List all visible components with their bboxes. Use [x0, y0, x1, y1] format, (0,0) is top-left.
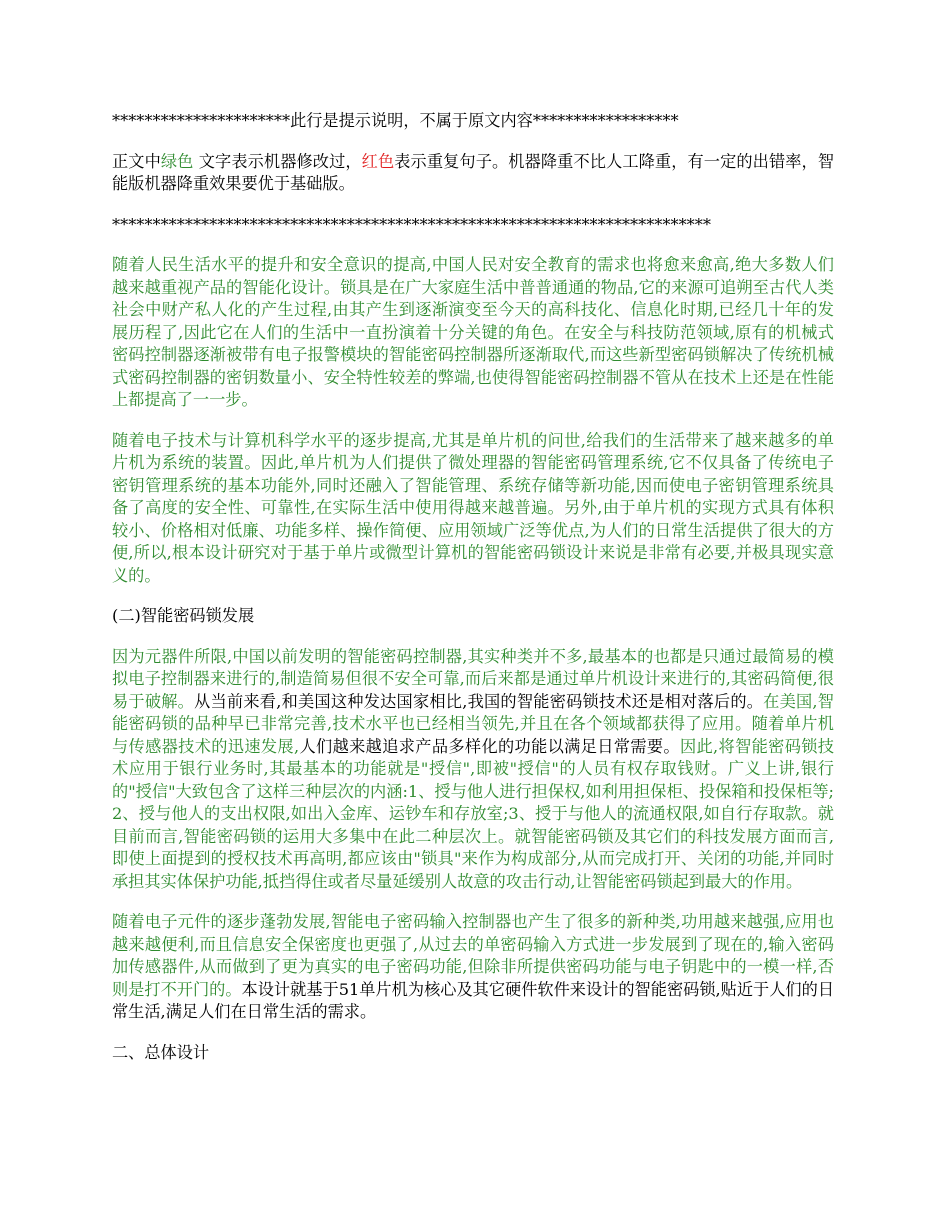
paragraph-3-modified-a: 因为元器件所限,中国以前发明的智能密码控制器,其实种类并不多,最基本的也都是只通过最简易的模拟电子控制器来进行的,制造简易但很不安全可靠,而后来都是通过单片机设计来进行的,其密码简便,很易于破解。 — [112, 646, 834, 711]
legend-green-word: 绿色 — [160, 151, 194, 171]
legend-part-1: 正文中 — [112, 151, 161, 171]
notice-line — [112, 110, 834, 133]
document-page — [112, 110, 834, 1082]
notice-prefix: ********************** — [112, 111, 291, 130]
paragraph-4-original: 本设计就基于51单片机为核心及其它硬件软件来设计的智能密码锁,贴近于人们的日常生活,满足人们在日常生活的需求。 — [112, 979, 835, 1021]
paragraph-3-modified-c: 因此,将智能密码锁技术应用于银行业务时,其最基本的功能就是"授信",即被"授信"的人员有权存取钱财。广义上讲,银行的"授信"大致包含了这样三种层次的内涵:1、授与他人进行担保权,如利用担保柜、投保箱和投保柜等;2、授与他人的支出权限,如出入金库、运钞车和存放室;3、授于与他人的流通权限,如自行存取款。就目前而言,智能密码锁的运用大多集中在此二种层次上。就智能密码锁及其它们的科技发展方面而言,即使上面提到的授权技术再高明,都应该由"锁具"来作为构成部分,从而完成打开、关闭的功能,并同时承担其实体保护功能,抵挡得住或者尽量延缓别人故意的攻击行动,让智能密码锁起到最大的作用。 — [112, 736, 834, 891]
paragraph-3 — [112, 646, 834, 894]
paragraph-3-modified-b: 在美国,智能密码锁的品种早已非常完善,技术水平也已经相当领先,并且在各个领域都获得了应用。随着单片机与传感器技术的迅速发展, — [112, 691, 834, 756]
legend-part-2: 文字表示机器修改过， — [193, 151, 362, 171]
legend-part-3: 表示重复句子。机器降重不比人工降重，有一定的出错率，智能版机器降重效果要优于基础版。 — [112, 151, 835, 193]
paragraph-1 — [112, 254, 834, 412]
paragraph-4-modified: 随着电子元件的逐步蓬勃发展,智能电子密码输入控制器也产生了很多的新种类,功用越来越强,应用也越来越便利,而且信息安全保密度也更强了,从过去的单密码输入方式进一步发展到了现在的,输入密码加传感器件,从而做到了更为真实的电子密码功能,但除非所提供密码功能与电子钥匙中的一模一样,否则是打不开门的。 — [112, 912, 834, 999]
legend-red-word: 红色 — [361, 151, 395, 171]
notice-suffix: ****************** — [532, 111, 679, 130]
paragraph-3-original-a: 从当前来看,和美国这种发达国家相比,我国的智能密码锁技术还是相对落后的。 — [194, 691, 764, 711]
paragraph-4 — [112, 911, 834, 1024]
notice-divider: ************************************************************************** — [112, 214, 711, 234]
section-heading-development: (二)智能密码锁发展 — [112, 606, 255, 625]
notice-text: 此行是提示说明，不属于原文内容 — [290, 111, 533, 130]
paragraph-2-modified: 随着电子技术与计算机科学水平的逐步提高,尤其是单片机的问世,给我们的生活带来了越来越多的单片机为系统的装置。因此,单片机为人们提供了微处理器的智能密码管理系统,它不仅具备了传统电子密钥管理系统的基本功能外,同时还融入了智能管理、系统存储等新功能,因而使电子密钥管理系统具备了高度的安全性、可靠性,在实际生活中使用得越来越普遍。另外,由于单片机的实现方式具有体积较小、价格相对低廉、功能多样、操作简便、应用领域广泛等优点,为人们的日常生活提供了很大的方便,所以,根本设计研究对于基于单片或微型计算机的智能密码锁设计来说是非常有必要,并极具现实意义的。 — [112, 430, 834, 585]
section-heading-overall-design: 二、总体设计 — [112, 1042, 210, 1062]
paragraph-2 — [112, 430, 834, 588]
notice-legend — [112, 151, 834, 196]
paragraph-1-modified: 随着人民生活水平的提升和安全意识的提高,中国人民对安全教育的需求也将愈来愈高,绝大多数人们越来越重视产品的智能化设计。锁具是在广大家庭生活中普普通通的物品,它的来源可追朔至古代人类社会中财产私人化的产生过程,由其产生到逐渐演变至今天的高科技化、信息化时期,已经几十年的发展历程了,因此它在人们的生活中一直扮演着十分关键的角色。在安全与科技防范领域,原有的机械式密码控制器逐渐被带有电子报警模块的智能密码控制器所逐渐取代,而这些新型密码锁解决了传统机械式密码控制器的密钥数量小、安全特性较差的弊端,也使得智能密码控制器不管从在技术上还是在性能上都提高了一一步。 — [112, 255, 834, 409]
paragraph-3-original-b: 人们越来越追求产品多样化的功能以满足日常需要。 — [299, 736, 680, 756]
